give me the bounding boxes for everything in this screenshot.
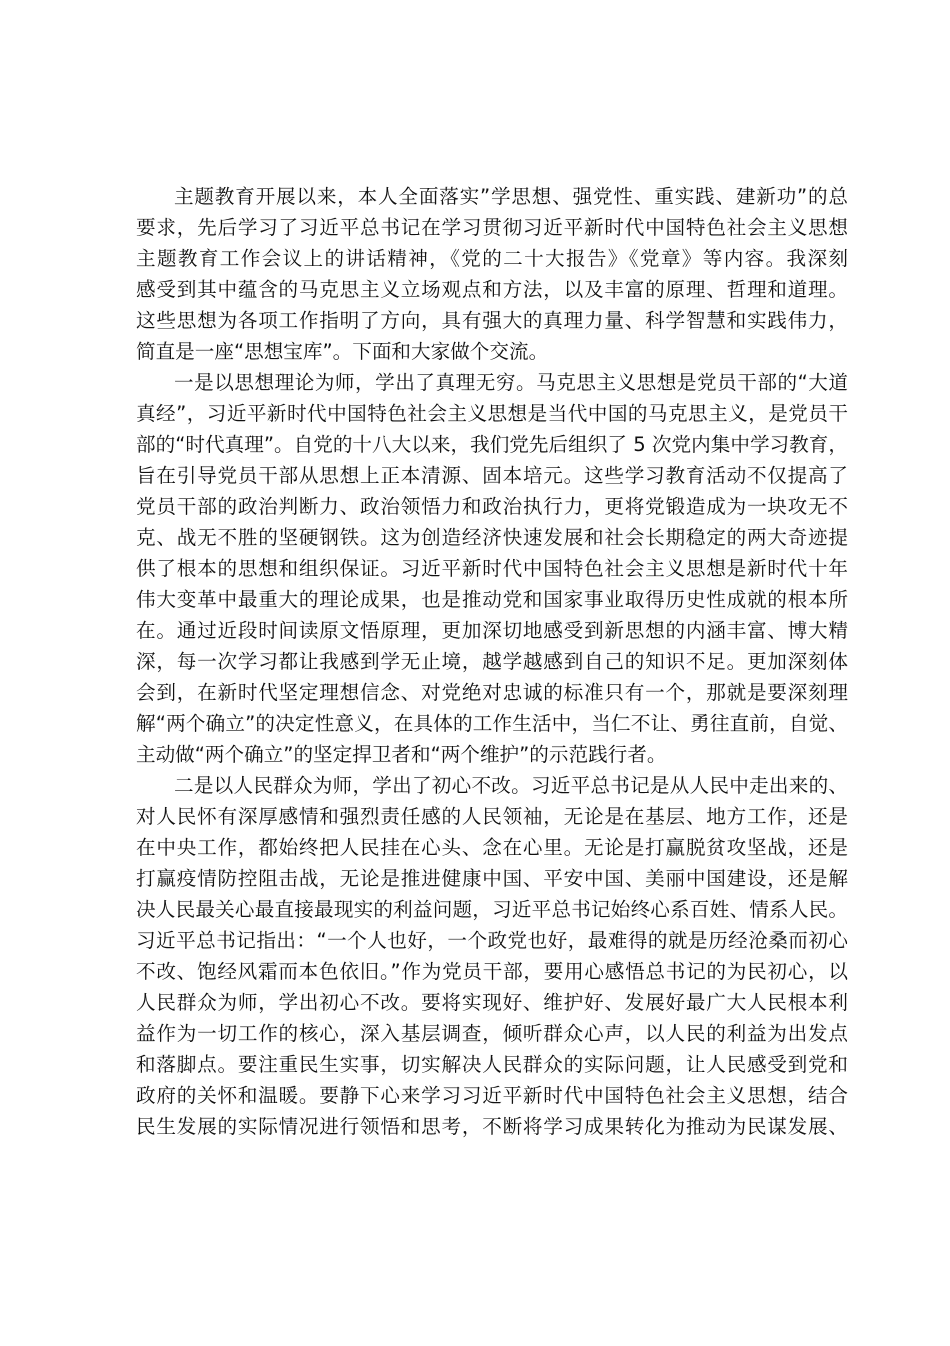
text-line: 一是以思想理论为师，学出了真理无穷。马克思主义思想是党员干部的“大道 <box>174 371 848 394</box>
text-line: 党员干部的政治判断力、政治领悟力和政治执行力，更将党锻造成为一块攻无不 <box>136 495 848 518</box>
text-line: 在中央工作，都始终把人民挂在心头、念在心里。无论是打赢脱贫攻坚战，还是 <box>136 836 848 859</box>
text-line: 克、战无不胜的坚硬钢铁。这为创造经济快速发展和社会长期稳定的两大奇迹提 <box>136 526 848 549</box>
text-line: 感受到其中蕴含的马克思主义立场观点和方法，以及丰富的原理、哲理和道理。 <box>136 278 848 301</box>
text-line: 在。通过近段时间读原文悟原理，更加深切地感受到新思想的内涵丰富、博大精 <box>136 619 848 642</box>
text-line: 会到，在新时代坚定理想信念、对党绝对忠诚的标准只有一个，那就是要深刻理 <box>136 681 848 704</box>
paragraph-intro <box>136 181 848 367</box>
text-line: 民生发展的实际情况进行领悟和思考，不断将学习成果转化为推动为民谋发展、 <box>136 1115 848 1138</box>
text-line: 这些思想为各项工作指明了方向，具有强大的真理力量、科学智慧和实践伟力， <box>136 309 848 332</box>
text-line: 益作为一切工作的核心，深入基层调查，倾听群众心声，以人民的利益为出发点 <box>136 1022 848 1045</box>
text-line: 政府的关怀和温暖。要静下心来学习习近平新时代中国特色社会主义思想，结合 <box>136 1084 848 1107</box>
text-line: 伟大变革中最重大的理论成果，也是推动党和国家事业取得历史性成就的根本所 <box>136 588 848 611</box>
text-line: 二是以人民群众为师，学出了初心不改。习近平总书记是从人民中走出来的、 <box>174 774 848 797</box>
text-line: 和落脚点。要注重民生实事，切实解决人民群众的实际问题，让人民感受到党和 <box>136 1053 848 1076</box>
text-line: 主动做“两个确立”的坚定捍卫者和“两个维护”的示范践行者。 <box>136 743 667 766</box>
text-line: 旨在引导党员干部从思想上正本清源、固本培元。这些学习教育活动不仅提高了 <box>136 464 848 487</box>
text-line: 简直是一座“思想宝库”。下面和大家做个交流。 <box>136 340 549 363</box>
text-line: 不改、饱经风霜而本色依旧。”作为党员干部，要用心感悟总书记的为民初心，以 <box>136 960 848 983</box>
text-line: 决人民最关心最直接最现实的利益问题，习近平总书记始终心系百姓、情系人民。 <box>136 898 848 921</box>
text-line: 部的“时代真理”。自党的十八大以来，我们党先后组织了 5 次党内集中学习教育， <box>136 433 848 456</box>
paragraph-people <box>136 770 848 1142</box>
paragraph-theory <box>136 367 848 770</box>
text-line: 要求，先后学习了习近平总书记在学习贯彻习近平新时代中国特色社会主义思想 <box>136 216 848 239</box>
document-body <box>136 181 848 1142</box>
text-line: 习近平总书记指出：“一个人也好，一个政党也好，最难得的就是历经沧桑而初心 <box>136 929 848 952</box>
text-line: 打赢疫情防控阻击战，无论是推进健康中国、平安中国、美丽中国建设，还是解 <box>136 867 848 890</box>
text-line: 真经”，习近平新时代中国特色社会主义思想是当代中国的马克思主义，是党员干 <box>136 402 848 425</box>
text-line: 供了根本的思想和组织保证。习近平新时代中国特色社会主义思想是新时代十年 <box>136 557 848 580</box>
text-line: 主题教育开展以来，本人全面落实”学思想、强党性、重实践、建新功”的总 <box>174 185 848 208</box>
text-line: 深，每一次学习都让我感到学无止境，越学越感到自己的知识不足。更加深刻体 <box>136 650 848 673</box>
text-line: 解“两个确立”的决定性意义，在具体的工作生活中，当仁不让、勇往直前，自觉、 <box>136 712 848 735</box>
text-line: 人民群众为师，学出初心不改。要将实现好、维护好、发展好最广大人民根本利 <box>136 991 848 1014</box>
text-line: 对人民怀有深厚感情和强烈责任感的人民领袖，无论是在基层、地方工作，还是 <box>136 805 848 828</box>
text-line: 主题教育工作会议上的讲话精神，《党的二十大报告》《党章》等内容。我深刻 <box>136 247 848 270</box>
